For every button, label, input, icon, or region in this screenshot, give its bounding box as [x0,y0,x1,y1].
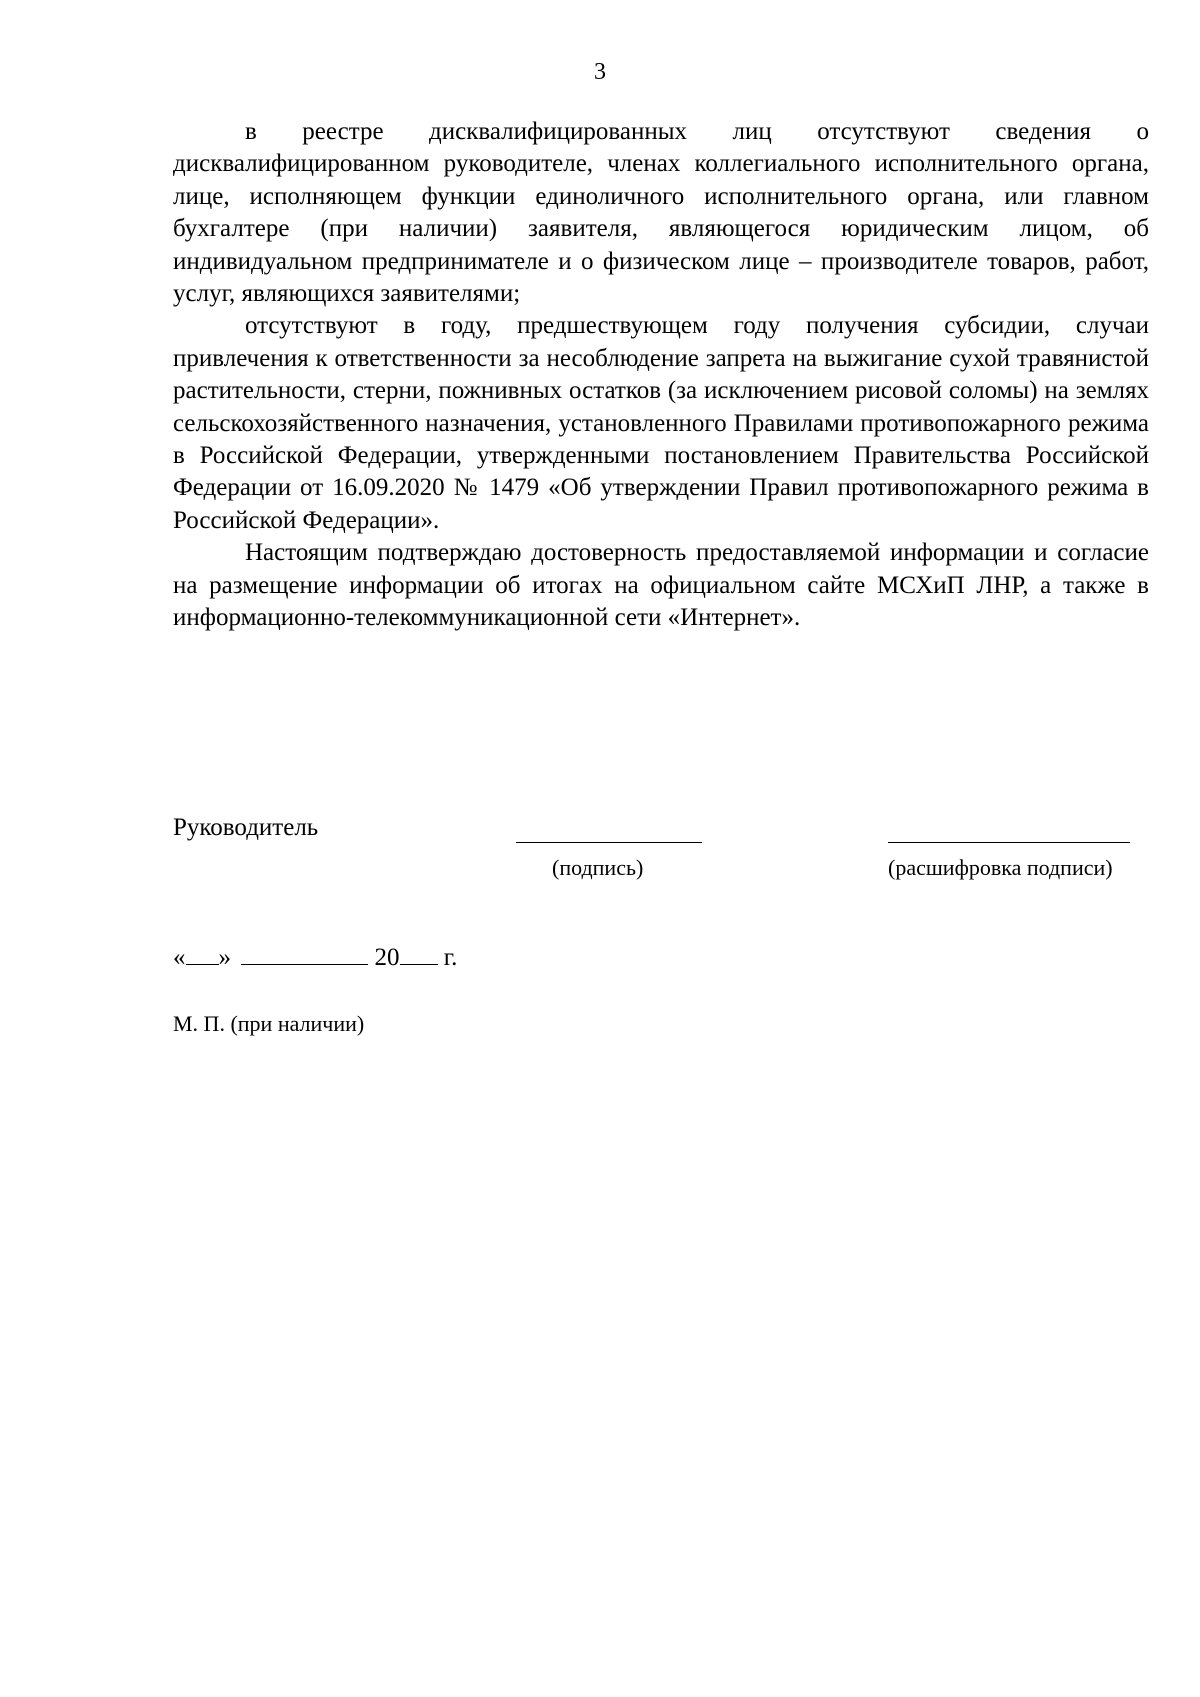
date-open-quote: « [173,944,186,971]
date-month-blank [241,942,368,965]
paragraph-confirmation: Настоящим подтверждаю достоверность предоставляемой информации и согласие на размещение информации об итогах на официальном сайте МСХиП ЛНР, а также в информационно-телекоммуникационной сети «Интернет». [173,539,1149,632]
paragraph-fire-safety: отсутствуют в году, предшествующем году получения субсидии, случаи привлечения к ответственности за несоблюдение запрета на выжигание сухой травянистой растительности, стерни, пожнивных остатков (за исключением рисовой соломы) на землях сельскохозяйственного назначения, установленного Правилами противопожарного режима в Российской Федерации, утвержденными постановлением Правительства Российской Федерации от 16.09.2020 № 1479 «Об утверждении Правил противопожарного режима в Российской Федерации». [173,312,1149,534]
date-day-blank [186,942,219,965]
date-year-suffix: г. [443,944,458,971]
page-number: 3 [594,59,606,85]
signature-caption: (подпись) [552,855,644,880]
stamp-note: М. П. (при наличии) [173,1011,365,1036]
date-close-quote: » [218,944,231,971]
signature-line [516,842,702,843]
date-year-blank [400,942,438,965]
signature-block [173,812,1149,892]
signature-name-caption: (расшифровка подписи) [888,855,1113,880]
date-line [173,942,457,974]
document-body [173,116,1149,635]
signatory-role: Руководитель [173,814,319,841]
paragraph-disqualified-registry: в реестре дисквалифицированных лиц отсутствуют сведения о дисквалифицированном руководителе, членах коллегиального исполнительного органа, лице, исполняющем функции единоличного исполнительного органа, или главном бухгалтере (при наличии) заявителя, являющегося юридическим лицом, об индивидуальном предпринимателе и о физическом лице – производителе товаров, работ, услуг, являющихся заявителями; [173,118,1149,308]
signature-name-line [888,842,1130,843]
date-year-prefix: 20 [374,944,400,971]
